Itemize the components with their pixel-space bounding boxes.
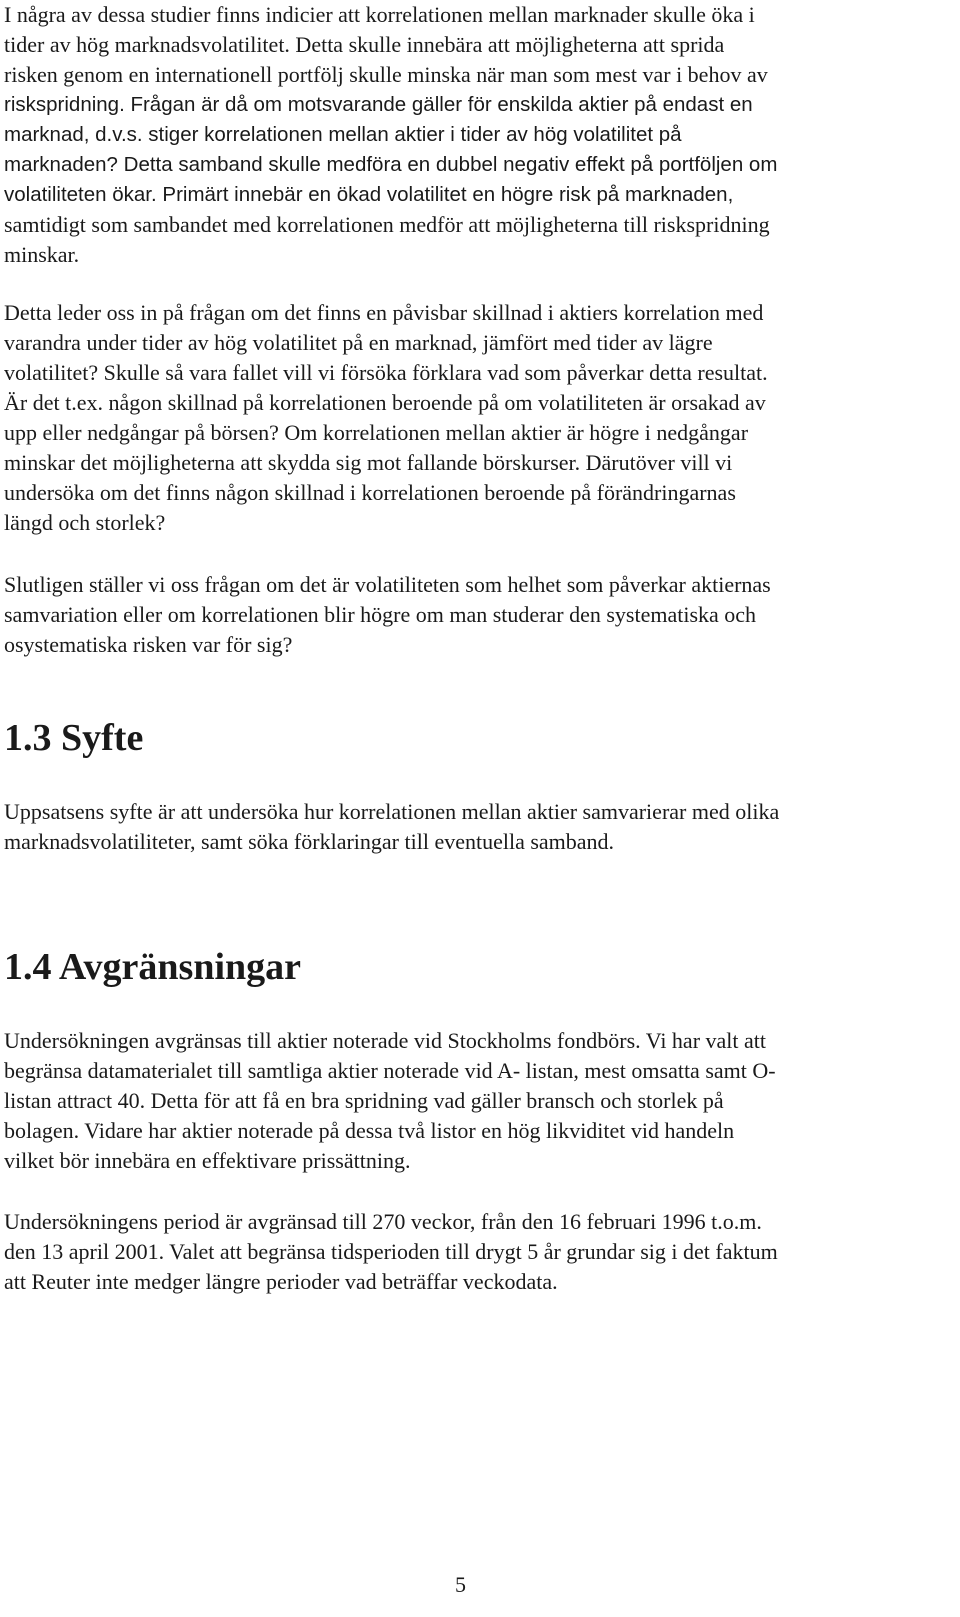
text-line: att Reuter inte medger längre perioder vad beträffar veckodata. bbox=[4, 1269, 558, 1294]
text-line: listan attract 40. Detta för att få en bra spridning vad gäller bransch och storlek på bbox=[4, 1088, 724, 1113]
avgransningar-paragraph-1 bbox=[4, 1026, 944, 1176]
text-line: längd och storlek? bbox=[4, 510, 166, 535]
question-paragraph bbox=[4, 298, 944, 538]
text-line: begränsa datamaterialet till samtliga aktier noterade vid A- listan, mest omsatta samt O- bbox=[4, 1058, 776, 1083]
text-line: riskspridning. Frågan är då om motsvarande gäller för enskilda aktier på endast en bbox=[4, 93, 753, 116]
text-line: Slutligen ställer vi oss frågan om det är volatiliteten som helhet som påverkar aktiernas bbox=[4, 572, 771, 597]
text-line: minskar det möjligheterna att skydda sig mot fallande börskurser. Därutöver vill vi bbox=[4, 450, 733, 475]
text-line: I några av dessa studier finns indicier att korrelationen mellan marknader skulle öka i bbox=[4, 2, 755, 27]
text-line: volatilitet? Skulle så vara fallet vill vi försöka förklara vad som påverkar detta resultat. bbox=[4, 360, 768, 385]
text-line: Är det t.ex. någon skillnad på korrelationen beroende på om volatiliteten är orsakad av bbox=[4, 390, 766, 415]
text-line: samvariation eller om korrelationen blir högre om man studerar den systematiska och bbox=[4, 602, 757, 627]
conclusion-paragraph bbox=[4, 570, 944, 660]
page-number: 5 bbox=[455, 1572, 466, 1597]
text-line: varandra under tider av hög volatilitet på en marknad, jämfört med tider av lägre bbox=[4, 330, 713, 355]
text-line: Detta leder oss in på frågan om det finns en påvisbar skillnad i aktiers korrelation med bbox=[4, 300, 764, 325]
text-line: volatiliteten ökar. Primärt innebär en ökad volatilitet en högre risk på marknaden, bbox=[4, 183, 734, 206]
text-line: den 13 april 2001. Valet att begränsa tidsperioden till drygt 5 år grundar sig i det faktum bbox=[4, 1239, 778, 1264]
intro-paragraph-volatility bbox=[4, 0, 944, 270]
text-line: osystematiska risken var för sig? bbox=[4, 632, 293, 657]
text-line: minskar. bbox=[4, 242, 80, 267]
text-line: risken genom en internationell portfölj skulle minska när man som mest var i behov av bbox=[4, 62, 768, 87]
text-line: upp eller nedgångar på börsen? Om korrelationen mellan aktier är högre i nedgångar bbox=[4, 420, 749, 445]
text-line: marknadsvolatiliteter, samt söka förklaringar till eventuella samband. bbox=[4, 829, 615, 854]
text-line: undersöka om det finns någon skillnad i korrelationen beroende på förändringarnas bbox=[4, 480, 736, 505]
text-line: Uppsatsens syfte är att undersöka hur korrelationen mellan aktier samvarierar med olika bbox=[4, 799, 780, 824]
text-line: samtidigt som sambandet med korrelationen medför att möjligheterna till riskspridning bbox=[4, 212, 770, 237]
text-line: tider av hög marknadsvolatilitet. Detta skulle innebära att möjligheterna att sprida bbox=[4, 32, 725, 57]
section-heading-syfte: 1.3 Syfte bbox=[4, 717, 144, 759]
avgransningar-paragraph-2 bbox=[4, 1207, 944, 1297]
text-line: bolagen. Vidare har aktier noterade på dessa två listor en hög likviditet vid handeln bbox=[4, 1118, 735, 1143]
text-line: Undersökningens period är avgränsad till 270 veckor, från den 16 februari 1996 t.o.m. bbox=[4, 1209, 762, 1234]
syfte-paragraph bbox=[4, 797, 944, 857]
section-heading-avgransningar: 1.4 Avgränsningar bbox=[4, 946, 302, 988]
text-line: marknaden? Detta samband skulle medföra en dubbel negativ effekt på portföljen om bbox=[4, 153, 778, 176]
text-line: Undersökningen avgränsas till aktier noterade vid Stockholms fondbörs. Vi har valt att bbox=[4, 1028, 766, 1053]
text-line: vilket bör innebära en effektivare prissättning. bbox=[4, 1148, 411, 1173]
text-line: marknad, d.v.s. stiger korrelationen mellan aktier i tider av hög volatilitet på bbox=[4, 123, 682, 146]
